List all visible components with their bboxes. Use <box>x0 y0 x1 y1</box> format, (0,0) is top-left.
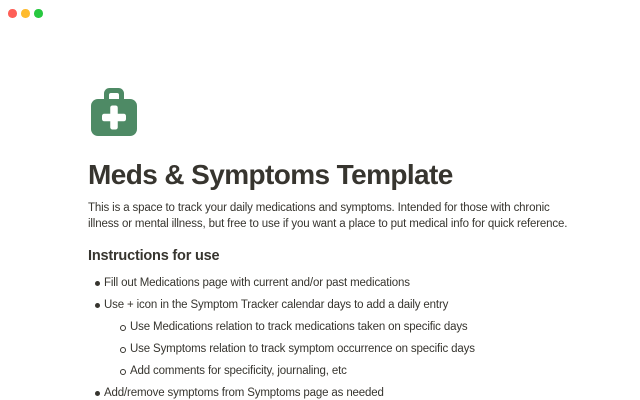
list-item[interactable] <box>88 338 640 360</box>
bullet-disc-icon <box>95 281 100 286</box>
section-heading[interactable]: Instructions for use <box>88 248 220 264</box>
description-line-1: This is a space to track your daily medications and symptoms. Intended for those with chronic <box>88 202 550 214</box>
list-item[interactable] <box>88 294 640 316</box>
minimize-button[interactable] <box>21 9 30 18</box>
page-description[interactable] <box>88 201 567 232</box>
list-item[interactable] <box>88 382 640 400</box>
list-item[interactable] <box>88 272 640 294</box>
list-item-text: Fill out Medications page with current and/or past medications <box>104 277 410 289</box>
list-item-text: Use Symptoms relation to track symptom occurrence on specific days <box>130 343 475 355</box>
bullet-disc-icon <box>95 391 100 396</box>
bullet-circle-icon <box>120 325 126 331</box>
list-item-text: Use + icon in the Symptom Tracker calendar days to add a daily entry <box>104 299 449 311</box>
window-controls <box>8 9 43 18</box>
list-item-text: Use Medications relation to track medications taken on specific days <box>130 321 468 333</box>
list-item-text: Add/remove symptoms from Symptoms page as needed <box>104 387 384 399</box>
close-button[interactable] <box>8 9 17 18</box>
description-line-2: illness or mental illness, but free to use if you want a place to put medical info for quick reference. <box>88 217 568 230</box>
list-item-text: Add comments for specificity, journaling, etc <box>130 365 347 377</box>
bullet-circle-icon <box>120 347 126 353</box>
instructions-list <box>88 272 640 400</box>
list-item[interactable] <box>88 360 640 382</box>
first-aid-kit-icon[interactable] <box>91 87 138 137</box>
bullet-circle-icon <box>120 369 126 375</box>
page-title[interactable]: Meds & Symptoms Template <box>88 159 453 190</box>
zoom-button[interactable] <box>34 9 43 18</box>
bullet-disc-icon <box>95 303 100 308</box>
list-item[interactable] <box>88 316 640 338</box>
